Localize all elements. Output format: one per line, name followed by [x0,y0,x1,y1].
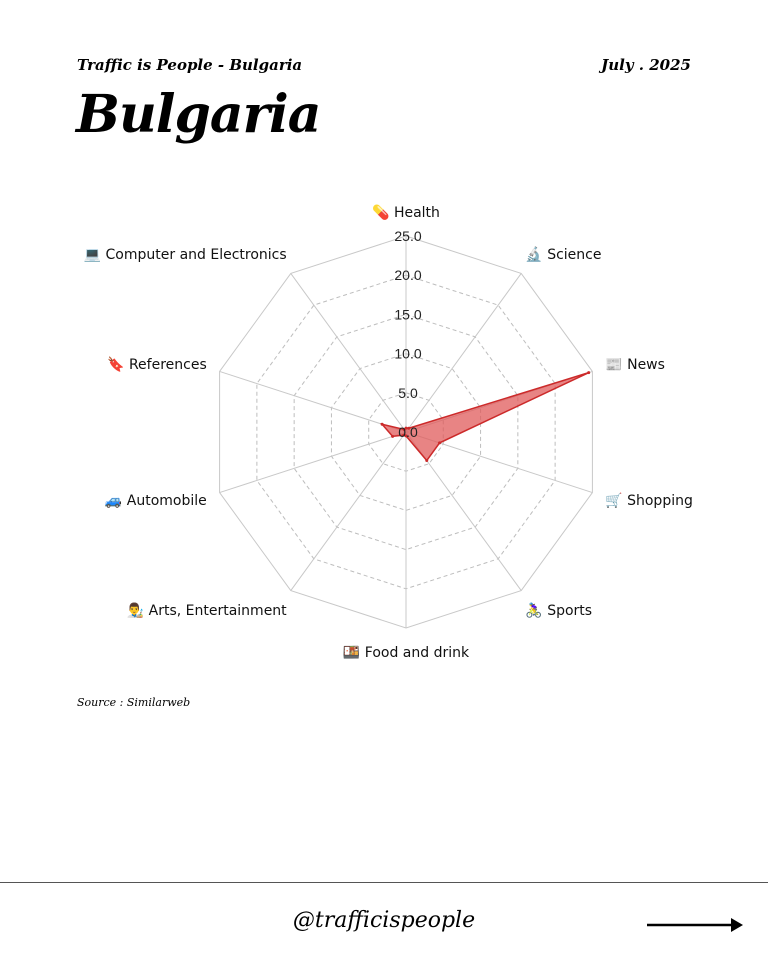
radar-spoke [291,273,406,432]
radar-category-label: 🚙 Automobile [104,492,207,509]
radar-data-point [438,441,441,444]
radar-tick-label: 15.0 [394,306,422,323]
radar-data-point [381,423,384,426]
radar-tick-label: 10.0 [394,345,422,362]
radar-category-label: 🍱 Food and drink [342,645,470,661]
radar-category-label: 🛒 Shopping [605,492,693,509]
chart-subtitle: Traffic is People - Bulgaria [77,56,303,74]
radar-tick-label: 25.0 [394,228,422,244]
radar-category-label: 💻 Computer and Electronics [83,247,287,264]
radar-tick-label: 20.0 [394,267,422,284]
report-date: July . 2025 [601,56,691,74]
radar-data-point [587,371,590,374]
radar-category-label: 🚴‍♀️ Sports [525,602,593,619]
radar-data-point [391,435,394,438]
radar-category-label: 💊 Health [372,205,440,221]
radar-category-label: 👨‍🎨 Arts, Entertainment [126,602,287,619]
arrow-right-icon[interactable] [645,915,745,935]
radar-category-label: 🔖 References [107,357,207,374]
radar-spoke [220,371,406,432]
radar-tick-label: 5.0 [398,384,418,401]
chart-title: Bulgaria [76,84,321,145]
social-handle: @trafficispeople [292,908,476,933]
source-note: Source : Similarweb [77,696,191,709]
radar-category-label: 📰 News [605,357,665,374]
radar-spoke [291,432,406,591]
footer-divider [0,882,768,883]
radar-spoke [220,432,406,493]
radar-category-label: 🔬 Science [525,247,602,264]
radar-data-point [425,459,428,462]
radar-tick-label: 0.0 [398,424,418,440]
